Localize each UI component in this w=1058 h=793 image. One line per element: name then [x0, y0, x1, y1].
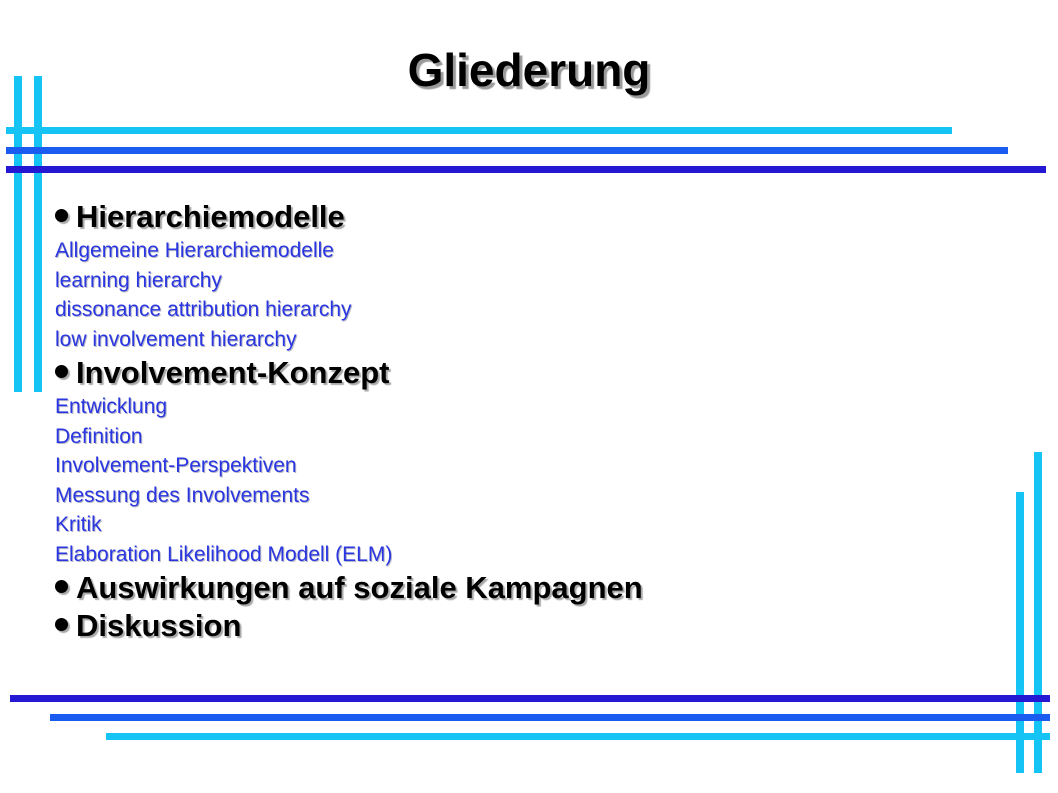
- outline-subitem: Elaboration Likelihood Modell (ELM): [55, 542, 393, 566]
- bullet-icon: [55, 580, 68, 593]
- outline-subitem: dissonance attribution hierarchy: [55, 298, 352, 321]
- decor-horizontal-bar-bottom-2: [50, 714, 1050, 721]
- outline-section-hierarchiemodelle: [55, 198, 1015, 236]
- section-heading: Involvement-Konzept: [76, 355, 390, 390]
- outline-subitem: Kritik: [55, 513, 102, 536]
- decor-horizontal-bar-top-2: [6, 147, 1008, 154]
- outline-subitem: low involvement hierarchy: [55, 327, 297, 351]
- section-heading: Auswirkungen auf soziale Kampagnen: [76, 570, 643, 605]
- bullet-icon: [55, 365, 68, 378]
- slide-title: Gliederung: [407, 44, 651, 96]
- bullet-icon: [55, 618, 68, 631]
- section-heading: Diskussion: [76, 608, 242, 643]
- decor-vertical-bar-bottom-right-1: [1016, 492, 1024, 773]
- outline-subitem: Messung des Involvements: [55, 483, 310, 507]
- outline-subitem: learning hierarchy: [55, 268, 222, 292]
- decor-vertical-bar-top-left-1: [14, 76, 22, 392]
- outline-subitem: Involvement-Perspektiven: [55, 454, 297, 477]
- decor-vertical-bar-top-left-2: [34, 76, 42, 392]
- decor-horizontal-bar-top-1: [6, 127, 952, 134]
- outline-section-involvement-konzept: [55, 354, 1015, 392]
- outline-section-auswirkungen: [55, 569, 1015, 607]
- outline-section-diskussion: [55, 607, 1015, 645]
- decor-horizontal-bar-bottom-1: [10, 695, 1050, 702]
- decor-horizontal-bar-bottom-3: [106, 733, 1050, 740]
- bullet-icon: [55, 209, 68, 222]
- decor-vertical-bar-bottom-right-2: [1034, 452, 1042, 773]
- outline-list: [55, 198, 1015, 645]
- outline-subitem: Definition: [55, 424, 143, 448]
- decor-horizontal-bar-top-3: [6, 166, 1046, 173]
- outline-subitem: Entwicklung: [55, 395, 168, 418]
- outline-subitem: Allgemeine Hierarchiemodelle: [55, 239, 334, 262]
- section-heading: Hierarchiemodelle: [76, 199, 345, 234]
